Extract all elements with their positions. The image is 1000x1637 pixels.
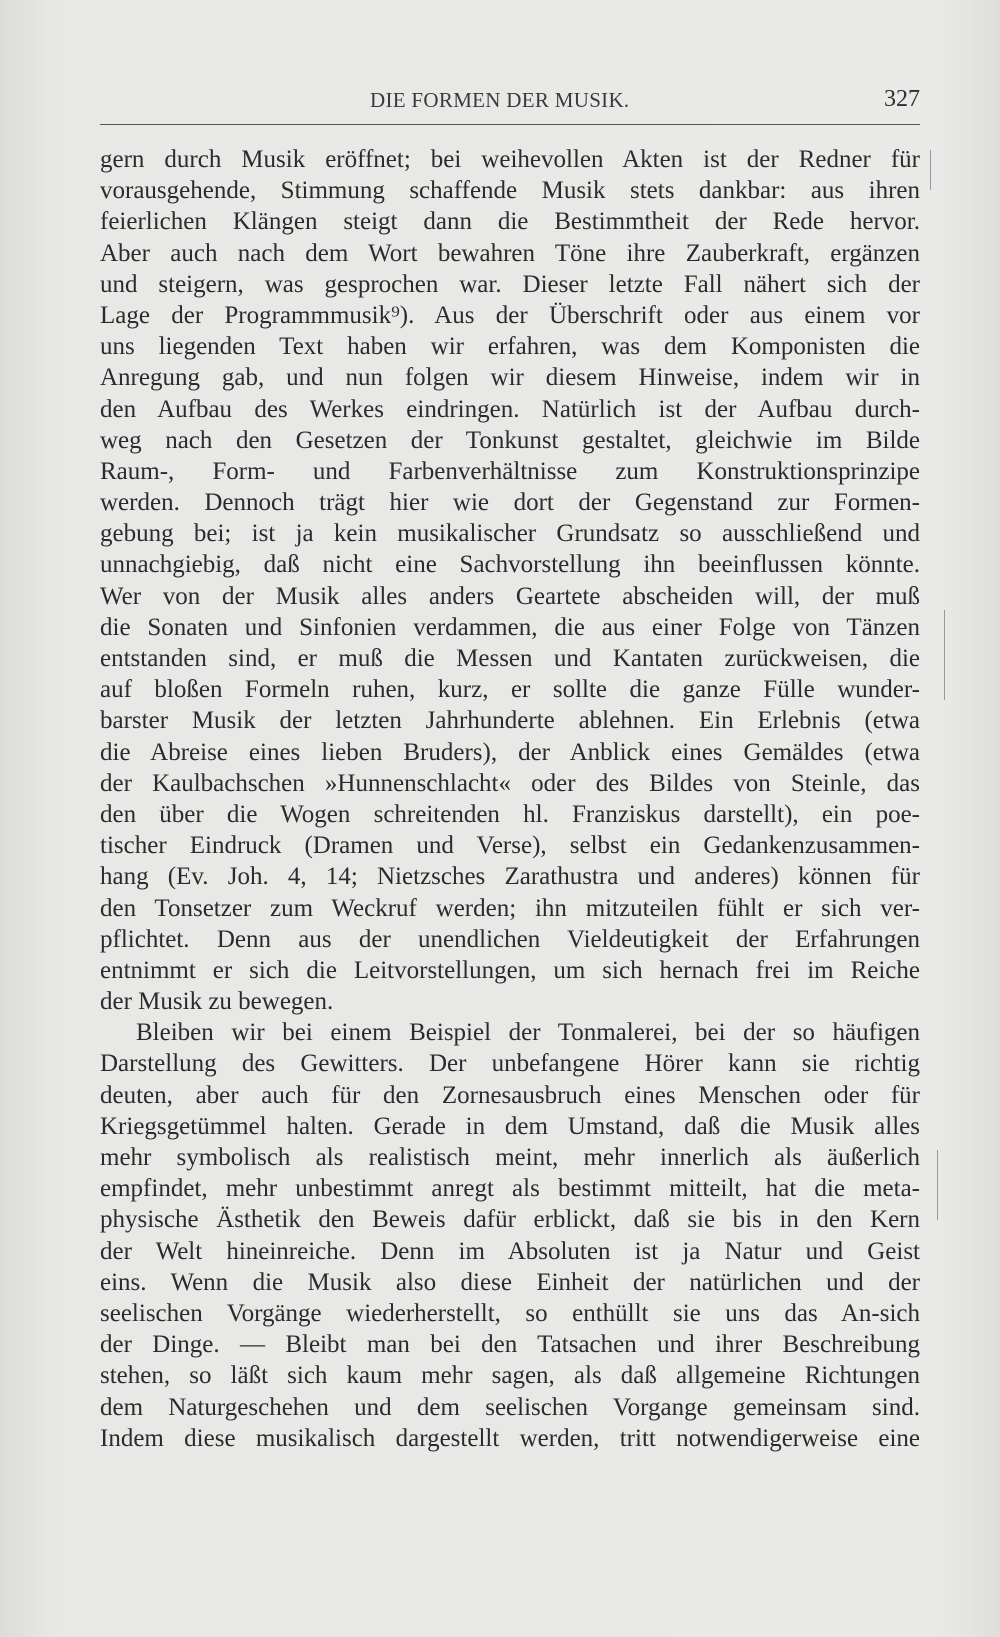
text-line: tischer Eindruck (Dramen und Verse), selbst ein Gedankenzusammen-: [100, 832, 920, 860]
text-line: den über die Wogen schreitenden hl. Franziskus darstellt), ein poe-: [100, 800, 920, 828]
text-line: mehr symbolisch als realistisch meint, mehr innerlich als äußerlich: [100, 1144, 920, 1171]
header-rule: [100, 124, 920, 125]
text-line: die Sonaten und Sinfonien verdammen, die aus einer Folge von Tänzen: [100, 613, 920, 641]
text-line: entstanden sind, er muß die Messen und Kantaten zurückweisen, die: [100, 645, 920, 672]
text-line: gebung bei; ist ja kein musikalischer Grundsatz so ausschließend und: [100, 520, 920, 548]
running-header: [100, 86, 920, 120]
text-line: die Abreise eines lieben Bruders), der Anblick eines Gemäldes (etwa: [100, 738, 920, 766]
text-line: Anregung gab, und nun folgen wir diesem Hinweise, indem wir in: [100, 364, 920, 392]
page-edge-mark: [944, 610, 945, 700]
text-line: feierlichen Klängen steigt dann die Bestimmtheit der Rede hervor.: [100, 208, 920, 236]
text-line: Lage der Programmmusik⁹). Aus der Überschrift oder aus einem vor: [100, 301, 920, 329]
body-text: [100, 144, 920, 1454]
text-line: dem Naturgeschehen und dem seelischen Vorgange gemeinsam sind.: [100, 1393, 920, 1421]
text-line: Raum-, Form- und Farbenverhältnisse zum Konstruktionsprinzipe: [100, 457, 920, 485]
text-line: Kriegsgetümmel halten. Gerade in dem Umstand, daß die Musik alles: [100, 1112, 920, 1140]
text-line: hang (Ev. Joh. 4, 14; Nietzsches Zarathustra und anderes) können für: [100, 863, 920, 891]
text-line: Indem diese musikalisch dargestellt werden, tritt notwendigerweise eine: [100, 1424, 920, 1452]
text-line: der Welt hineinreiche. Denn im Absoluten ist ja Natur und Geist: [100, 1237, 920, 1265]
text-line: werden. Dennoch trägt hier wie dort der Gegenstand zur Formen-: [100, 489, 920, 517]
running-head-title: DIE FORMEN DER MUSIK.: [370, 88, 630, 112]
page-number: 327: [884, 86, 920, 112]
text-line: vorausgehende, Stimmung schaffende Musik stets dankbar: aus ihren: [100, 177, 920, 205]
text-line: stehen, so läßt sich kaum mehr sagen, als daß allgemeine Richtungen: [100, 1362, 920, 1390]
text-line: empfindet, mehr unbestimmt anregt als bestimmt mitteilt, hat die meta-: [100, 1175, 920, 1203]
text-line: pflichtet. Denn aus der unendlichen Vieldeutigkeit der Erfahrungen: [100, 925, 920, 953]
text-line: auf bloßen Formeln ruhen, kurz, er sollte die ganze Fülle wunder-: [100, 676, 920, 704]
text-line: eins. Wenn die Musik also diese Einheit der natürlichen und der: [100, 1268, 920, 1296]
text-line: der Kaulbachschen »Hunnenschlacht« oder des Bildes von Steinle, das: [100, 769, 920, 797]
text-line: deuten, aber auch für den Zornesausbruch eines Menschen oder für: [100, 1081, 920, 1109]
text-line: Bleiben wir bei einem Beispiel der Tonmalerei, bei der so häufigen: [136, 1019, 920, 1047]
page-edge-mark: [937, 1150, 938, 1220]
text-line: Darstellung des Gewitters. Der unbefangene Hörer kann sie richtig: [100, 1050, 920, 1078]
text-line: der Dinge. — Bleibt man bei den Tatsachen und ihrer Beschreibung: [100, 1331, 920, 1359]
text-line: den Aufbau des Werkes eindringen. Natürlich ist der Aufbau durch-: [100, 395, 920, 423]
text-line: entnimmt er sich die Leitvorstellungen, um sich hernach frei im Reiche: [100, 956, 920, 984]
text-line: weg nach den Gesetzen der Tonkunst gestaltet, gleichwie im Bilde: [100, 426, 920, 454]
page-edge-mark: [930, 150, 931, 190]
text-line: uns liegenden Text haben wir erfahren, was dem Komponisten die: [100, 333, 920, 361]
text-line: Aber auch nach dem Wort bewahren Töne ihre Zauberkraft, ergänzen: [100, 239, 920, 267]
text-line: unnachgiebig, daß nicht eine Sachvorstellung ihn beeinflussen könnte.: [100, 551, 920, 579]
text-line: barster Musik der letzten Jahrhunderte ablehnen. Ein Erlebnis (etwa: [100, 707, 920, 735]
text-line: den Tonsetzer zum Weckruf werden; ihn mitzuteilen fühlt er sich ver-: [100, 894, 920, 922]
text-line: gern durch Musik eröffnet; bei weihevollen Akten ist der Redner für: [100, 146, 920, 173]
text-line: physische Ästhetik den Beweis dafür erblickt, daß sie bis in den Kern: [100, 1206, 920, 1234]
text-line: seelischen Vorgänge wiederherstellt, so enthüllt sie uns das An-sich: [100, 1299, 920, 1327]
text-line: und steigern, was gesprochen war. Dieser letzte Fall nähert sich der: [100, 270, 920, 298]
text-line: der Musik zu bewegen.: [100, 988, 334, 1016]
text-line: Wer von der Musik alles anders Geartete abscheiden will, der muß: [100, 582, 920, 610]
